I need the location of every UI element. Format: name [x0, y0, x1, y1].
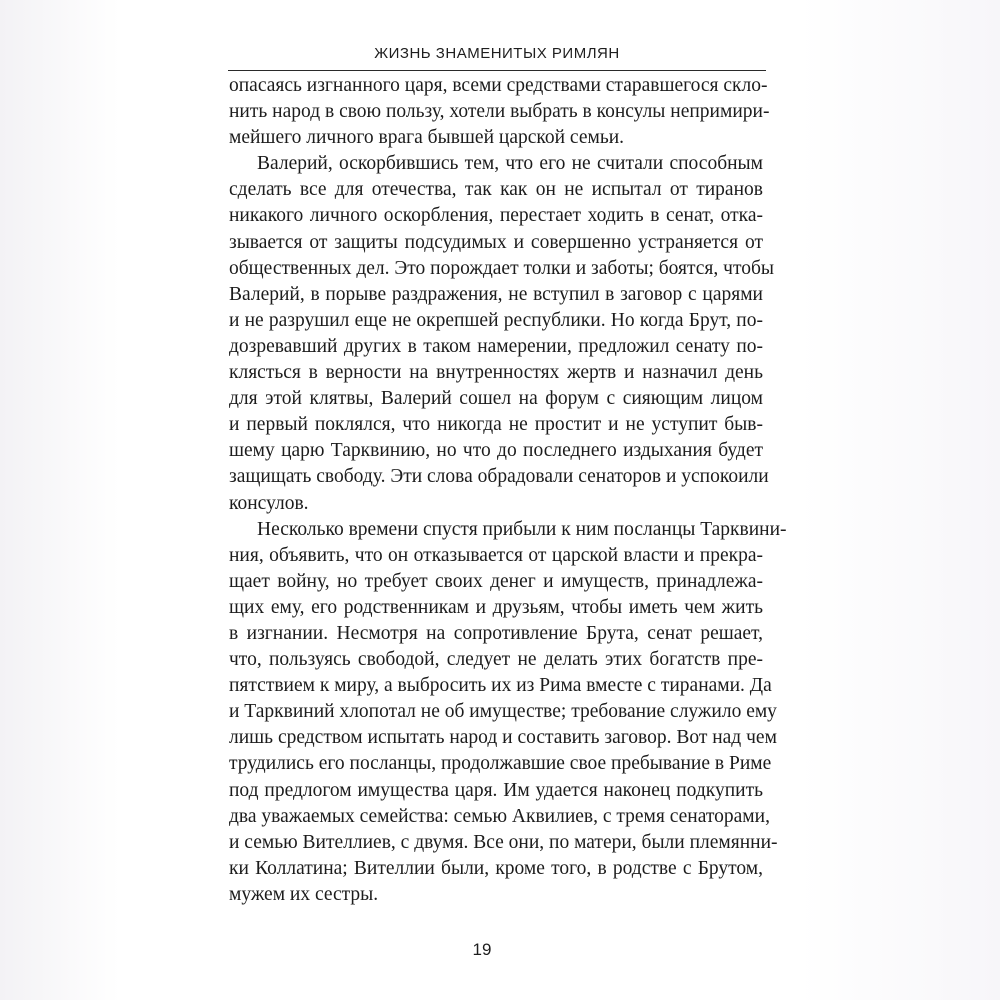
text-line: зывается от защиты подсудимых и совершенно устраняется от	[229, 231, 763, 253]
text-line: мужем их сестры.	[229, 883, 379, 905]
text-line: ния, объявить, что он отказывается от царской власти и прекра-	[229, 544, 763, 566]
text-line: Валерий, оскорбившись тем, что его не считали способным	[257, 153, 763, 175]
text-line: и Тарквиний хлопотал не об имуществе; требование служило ему	[229, 701, 777, 723]
page-number: 19	[472, 940, 492, 959]
text-line: консулов.	[229, 492, 309, 514]
running-header	[228, 40, 766, 71]
text-line: и не разрушил еще не окрепшей республики. Но когда Брут, по-	[229, 309, 763, 331]
text-line: и семью Вителлиев, с двумя. Все они, по матери, были племянни-	[229, 831, 778, 853]
text-line: щает войну, но требует своих денег и имуществ, принадлежа-	[229, 570, 763, 592]
text-line: и первый поклялся, что никогда не простит и не уступит быв-	[229, 414, 763, 436]
text-line: пятствием к миру, а выбросить их из Рима вместе с тиранами. Да	[229, 675, 772, 697]
text-line: щих ему, его родственникам и друзьям, чтобы иметь чем жить	[229, 596, 763, 618]
paragraph-2	[229, 151, 774, 516]
text-line: дозревавший других в таком намерении, предложил сенату по-	[229, 335, 763, 357]
text-line: в изгнании. Несмотря на сопротивление Брута, сенат решает,	[229, 622, 763, 644]
text-line: Валерий, в порыве раздражения, не вступил в заговор с царями	[229, 283, 763, 305]
body-text	[229, 73, 787, 908]
text-line: Несколько времени спустя прибыли к ним посланцы Тарквини-	[257, 518, 787, 540]
text-line: никакого личного оскорбления, перестает ходить в сенат, отка-	[229, 205, 763, 227]
text-line: общественных дел. Это порождает толки и заботы; боятся, чтобы	[229, 257, 774, 279]
text-line: ки Коллатина; Вителлии были, кроме того, в родстве с Брутом,	[229, 857, 763, 879]
text-line: под предлогом имущества царя. Им удается наконец подкупить	[229, 779, 763, 801]
text-line: мейшего личного врага бывшей царской семьи.	[229, 127, 625, 149]
text-line: защищать свободу. Эти слова обрадовали сенаторов и успокоили	[229, 466, 769, 488]
text-line: клясться в верности на внутренностях жертв и назначил день	[229, 362, 763, 384]
text-line: сделать все для отечества, так как он не испытал от тиранов	[229, 179, 763, 201]
text-line: что, пользуясь свободой, следует не делать этих богатств пре-	[229, 649, 763, 671]
text-line: трудились его посланцы, продолжавшие свое пребывание в Риме	[229, 753, 772, 775]
text-line: опасаясь изгнанного царя, всеми средствами старавшегося скло-	[229, 75, 768, 96]
paragraph-1	[229, 73, 770, 151]
text-line: лишь средством испытать народ и составить заговор. Вот над чем	[229, 727, 777, 749]
text-line: два уважаемых семейства: семью Аквилиев, с тремя сенаторами,	[229, 805, 770, 827]
text-line: шему царю Тарквинию, но что до последнего издыхания будет	[229, 440, 763, 462]
text-line: нить народ в свою пользу, хотели выбрать в консулы непримири-	[229, 101, 770, 123]
paragraph-3	[229, 517, 787, 908]
running-header-title: ЖИЗНЬ ЗНАМЕНИТЫХ РИМЛЯН	[374, 45, 620, 62]
text-line: для этой клятвы, Валерий сошел на форум с сияющим лицом	[229, 388, 763, 410]
